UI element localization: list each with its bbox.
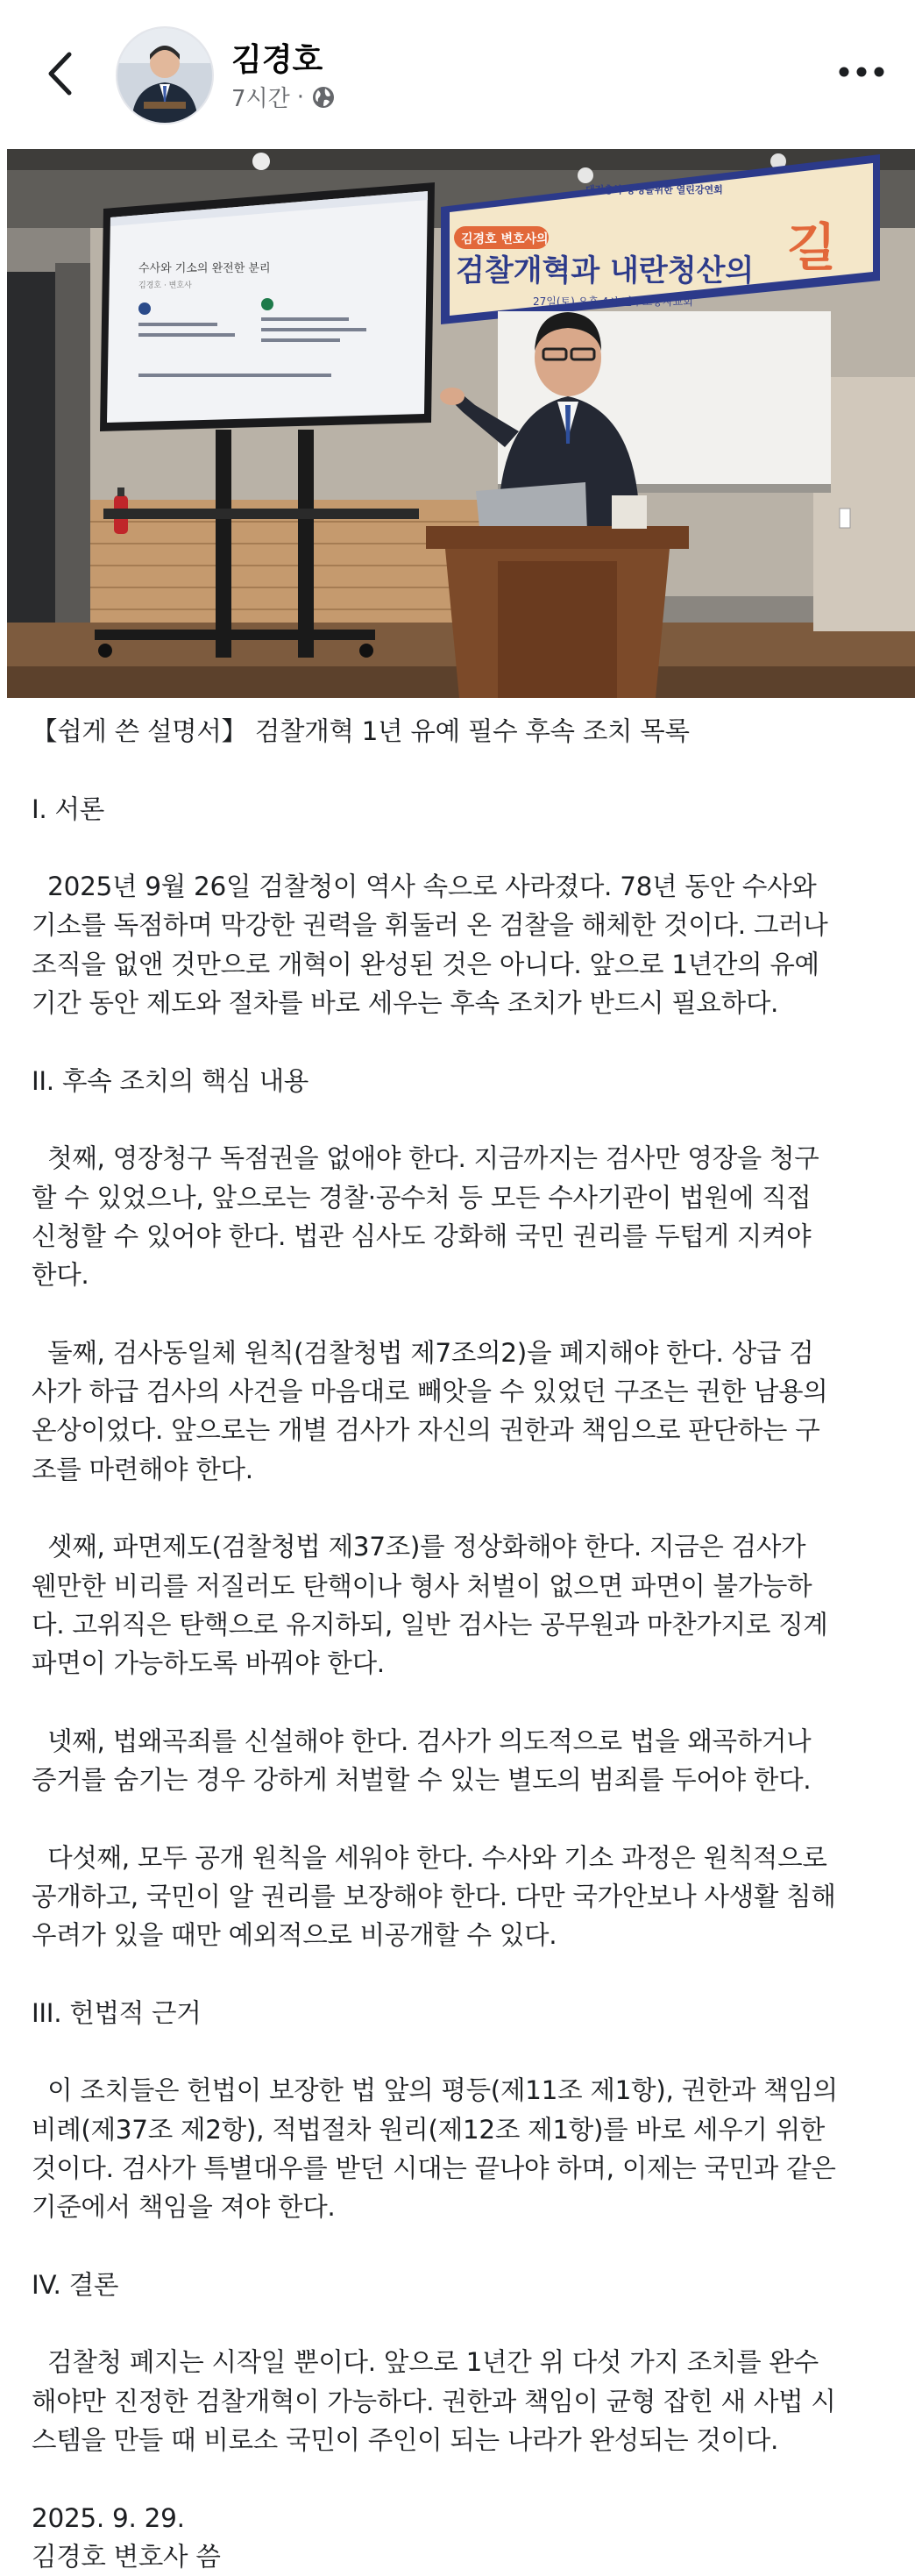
text-line: 첫째, 영장청구 독점권을 없애야 한다. 지금까지는 검사만 영장을 청구 (32, 1143, 819, 1174)
text-line: 해야만 진정한 검찰개혁이 가능하다. 권한과 책임이 균형 잡힌 새 사법 시 (32, 2386, 836, 2416)
text-line: 우려가 있을 때만 예외적으로 비공개할 수 있다. (32, 1920, 557, 1951)
text-line: 넷째, 법왜곡죄를 신설해야 한다. 검사가 의도적으로 법을 왜곡하거나 (32, 1726, 812, 1756)
lecture-scene-image (7, 149, 915, 698)
text-line: I. 서론 (32, 793, 104, 824)
text-line: 한다. (32, 1260, 89, 1291)
chevron-left-icon (46, 51, 73, 96)
paragraph-gap (32, 2459, 899, 2498)
author-name[interactable]: 김경호 (231, 42, 323, 78)
post-header (0, 0, 922, 149)
text-line: 기소를 독점하며 막강한 권력을 휘둘러 온 검찰을 해체한 것이다. 그러나 (32, 910, 828, 941)
text-line: 2025년 9월 26일 검찰청이 역사 속으로 사라졌다. 78년 동안 수사와 (32, 872, 817, 902)
paragraph-gap (32, 2227, 899, 2266)
paragraph-gap (32, 2304, 899, 2343)
text-line: 것이다. 검사가 특별대우를 받던 시대는 끝나야 하며, 이제는 국민과 같은 (32, 2153, 836, 2183)
back-button[interactable] (35, 42, 84, 105)
paragraph-gap (32, 1294, 899, 1333)
post-body (32, 712, 899, 2576)
post-meta (231, 81, 336, 113)
text-line: 기준에서 책임을 져야 한다. (32, 2192, 336, 2223)
more-options-button[interactable] (831, 54, 892, 89)
text-line: 스템을 만들 때 비로소 국민이 주인이 되는 나라가 완성되는 것이다. (32, 2425, 779, 2456)
text-line: 【쉽게 쓴 설명서】 검찰개혁 1년 유예 필수 후속 조치 목록 (32, 716, 690, 746)
text-line: 공개하고, 국민이 알 권리를 보장해야 한다. 다만 국가안보나 사생활 침해 (32, 1881, 836, 1911)
banner-date: 27일(토) 오후 4시 민주노동자교회 (533, 295, 693, 308)
text-line: III. 헌법적 근거 (32, 1997, 202, 2028)
text-line: 신청할 수 있어야 한다. 법관 심사도 강화해 국민 권리를 두텁게 지켜야 (32, 1220, 812, 1251)
text-line: 2025. 9. 29. (32, 2502, 185, 2533)
text-line: 증거를 숨기는 경우 강하게 처벌할 수 있는 별도의 범죄를 두어야 한다. (32, 1765, 812, 1796)
avatar[interactable] (116, 26, 214, 125)
text-line: 김경호 변호사 씀 (32, 2541, 221, 2572)
text-line: 조직을 없앤 것만으로 개혁이 완성된 것은 아니다. 앞으로 1년간의 유예 (32, 949, 819, 979)
paragraph-gap (32, 1022, 899, 1061)
paragraph-gap (32, 1799, 899, 1838)
text-line: 온상이었다. 앞으로는 개별 검사가 자신의 권한과 책임으로 판단하는 구 (32, 1415, 820, 1446)
meta-separator: · (296, 83, 305, 110)
text-line: 검찰청 폐지는 시작일 뿐이다. 앞으로 1년간 위 다섯 가지 조치를 완수 (32, 2347, 819, 2378)
text-line: IV. 결론 (32, 2269, 119, 2300)
avatar-image (117, 28, 212, 123)
banner-title-b: 길 (787, 217, 837, 277)
paragraph-gap (32, 1100, 899, 1139)
post-time[interactable]: 7시간 (231, 86, 290, 112)
paragraph-gap (32, 751, 899, 789)
text-line: 할 수 있었으나, 앞으로는 경찰·공수처 등 모든 수사기관이 법원에 직접 (32, 1182, 812, 1213)
text-line: II. 후속 조치의 핵심 내용 (32, 1065, 309, 1096)
paragraph-gap (32, 1683, 899, 1721)
text-line: 비례(제37조 제2항), 적법절차 원리(제12조 제1항)를 바로 세우기 위한 (32, 2114, 825, 2145)
text-line: 웬만한 비리를 저질러도 탄핵이나 형사 처벌이 없으면 파면이 불가능하 (32, 1570, 812, 1601)
globe-icon (311, 85, 336, 110)
text-line: 다섯째, 모두 공개 원칙을 세워야 한다. 수사와 기소 과정은 원칙적으로 (32, 1842, 827, 1873)
banner-title-a: 검찰개혁과 내란청산의 (456, 253, 755, 288)
text-line: 다. 고위직은 탄핵으로 유지하되, 일반 검사는 공무원과 마찬가지로 징계 (32, 1609, 828, 1640)
paragraph-gap (32, 1955, 899, 1994)
banner-name: 김경호 변호사의 (461, 232, 549, 246)
text-line: 조를 마련해야 한다. (32, 1454, 253, 1484)
more-dots-icon (838, 66, 885, 78)
paragraph-gap (32, 1489, 899, 1527)
text-line: 파면이 가능하도록 바꿔야 한다. (32, 1648, 385, 1679)
text-line: 이 조치들은 헌법이 보장한 법 앞의 평등(제11조 제1항), 권한과 책임의 (32, 2075, 838, 2106)
paragraph-gap (32, 829, 899, 867)
post-photo[interactable] (7, 149, 915, 698)
screen-sub: 김경호 · 변호사 (138, 281, 192, 290)
text-line: 사가 하급 검사의 사건을 마음대로 빼앗을 수 있었던 구조는 권한 남용의 (32, 1377, 828, 1407)
text-line: 기간 동안 제도와 절차를 바로 세우는 후속 조치가 반드시 필요하다. (32, 988, 779, 1019)
paragraph-gap (32, 2032, 899, 2071)
screen-title: 수사와 기소의 완전한 분리 (138, 262, 271, 275)
text-line: 둘째, 검사동일체 원칙(검찰청법 제7조의2)을 폐지해야 한다. 상급 검 (32, 1337, 814, 1368)
text-line: 셋째, 파면제도(검찰청법 제37조)를 정상화해야 한다. 지금은 검사가 (32, 1532, 806, 1562)
banner-small: 대전충북·충청을위한 열린강연회 (585, 184, 723, 196)
